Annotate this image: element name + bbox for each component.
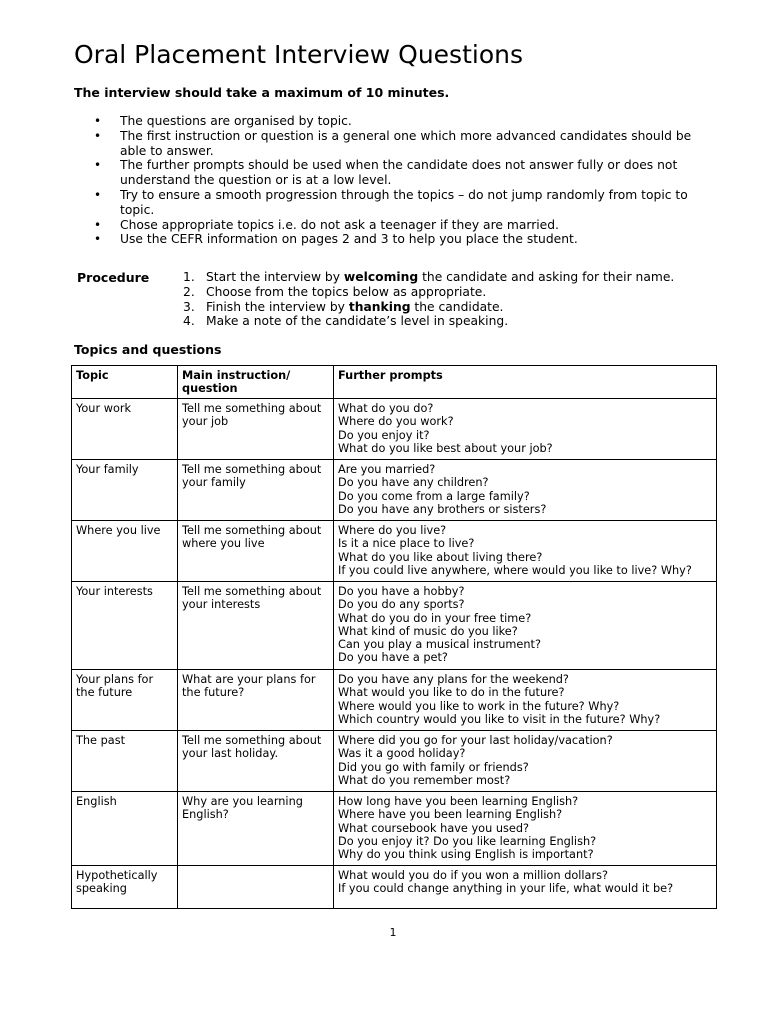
procedure-step xyxy=(183,285,723,300)
prompt-line: Where do you work? xyxy=(338,415,454,429)
page-title: Oral Placement Interview Questions xyxy=(74,40,523,69)
prompt-line: Do you come from a large family? xyxy=(338,489,530,503)
main-question-cell xyxy=(178,866,334,909)
main-question-cell: Tell me something about where you live xyxy=(178,521,334,582)
prompt-line: If you could live anywhere, where would you like to live? Why? xyxy=(338,563,692,577)
prompt-line: Do you have a pet? xyxy=(338,651,448,665)
step-text: Choose from the topics below as appropriate. xyxy=(206,284,487,299)
prompt-line: Do you have any children? xyxy=(338,476,489,490)
further-prompts-cell xyxy=(334,460,717,521)
table-row xyxy=(72,731,717,792)
instruction-item: • The questions are organised by topic. xyxy=(74,114,714,129)
procedure-label: Procedure xyxy=(77,270,150,285)
step-text: Make a note of the candidate’s level in speaking. xyxy=(206,314,509,329)
procedure-step xyxy=(183,300,723,315)
main-question-cell: Tell me something about your interests xyxy=(178,582,334,670)
step-number: 3. xyxy=(183,299,195,314)
column-header-further-prompts: Further prompts xyxy=(334,366,717,399)
duration-note: The interview should take a maximum of 10 minutes. xyxy=(74,85,450,100)
prompt-line: Which country would you like to visit in the future? Why? xyxy=(338,712,661,726)
prompt-line: Do you enjoy it? Do you like learning English? xyxy=(338,834,597,848)
prompt-line: If you could change anything in your life, what would it be? xyxy=(338,882,674,896)
table-row xyxy=(72,792,717,866)
prompt-line: What coursebook have you used? xyxy=(338,821,529,835)
further-prompts-cell xyxy=(334,521,717,582)
topics-heading: Topics and questions xyxy=(74,342,222,357)
topic-cell: Your family xyxy=(72,460,178,521)
further-prompts-cell xyxy=(334,670,717,731)
topic-cell: The past xyxy=(72,731,178,792)
column-header-main-question: Main instruction/ question xyxy=(178,366,334,399)
topic-cell: Your interests xyxy=(72,582,178,670)
prompt-line: Do you enjoy it? xyxy=(338,428,430,442)
table-row xyxy=(72,521,717,582)
step-number: 1. xyxy=(183,270,195,284)
topic-cell: Where you live xyxy=(72,521,178,582)
prompt-line: Do you have any plans for the weekend? xyxy=(338,673,569,686)
topic-cell: Your work xyxy=(72,399,178,460)
prompt-line: What would you do if you won a million dollars? xyxy=(338,869,609,882)
step-text: Finish the interview by thanking the candidate. xyxy=(206,299,504,314)
table-row xyxy=(72,399,717,460)
prompt-line: Where did you go for your last holiday/vacation? xyxy=(338,734,613,747)
prompt-line: Can you play a musical instrument? xyxy=(338,638,541,652)
prompt-line: Where would you like to work in the future? Why? xyxy=(338,699,620,713)
main-question-cell: Tell me something about your family xyxy=(178,460,334,521)
further-prompts-cell xyxy=(334,792,717,866)
prompt-line: What do you like about living there? xyxy=(338,550,543,564)
prompt-line: What do you like best about your job? xyxy=(338,441,553,455)
table-row xyxy=(72,460,717,521)
prompt-line: What do you do? xyxy=(338,402,434,415)
instructions-list xyxy=(74,114,714,247)
further-prompts-cell xyxy=(334,582,717,670)
table-row xyxy=(72,670,717,731)
prompt-line: How long have you been learning English? xyxy=(338,795,579,808)
instruction-item: • The further prompts should be used when the candidate does not answer fully or does not understand the question or is at a low level. xyxy=(74,158,714,188)
instruction-item: • Use the CEFR information on pages 2 and 3 to help you place the student. xyxy=(74,232,714,247)
prompt-line: Where do you live? xyxy=(338,524,447,537)
prompt-line: Was it a good holiday? xyxy=(338,747,466,761)
prompt-line: Why do you think using English is important? xyxy=(338,848,594,862)
topics-table-body xyxy=(72,399,717,909)
page-number: 1 xyxy=(389,926,397,939)
step-text: Start the interview by welcoming the candidate and asking for their name. xyxy=(206,270,675,284)
prompt-line: What do you do in your free time? xyxy=(338,611,532,625)
prompt-line: Did you go with family or friends? xyxy=(338,760,529,774)
step-number: 4. xyxy=(183,314,195,329)
main-question-cell: What are your plans for the future? xyxy=(178,670,334,731)
prompt-line: Is it a nice place to live? xyxy=(338,537,475,551)
instruction-item: • Try to ensure a smooth progression through the topics – do not jump randomly from topic to topic. xyxy=(74,188,714,218)
prompt-line: What would you like to do in the future? xyxy=(338,686,565,700)
instruction-item: • Chose appropriate topics i.e. do not ask a teenager if they are married. xyxy=(74,218,714,233)
table-row xyxy=(72,582,717,670)
table-row xyxy=(72,866,717,909)
prompt-line: Do you have any brothers or sisters? xyxy=(338,502,547,516)
prompt-line: Do you have a hobby? xyxy=(338,585,465,598)
topic-cell: Your plans for the future xyxy=(72,670,178,731)
prompt-line: What do you remember most? xyxy=(338,773,511,787)
further-prompts-cell xyxy=(334,399,717,460)
prompt-line: Do you do any sports? xyxy=(338,598,465,612)
further-prompts-cell xyxy=(334,731,717,792)
procedure-steps xyxy=(183,270,723,329)
prompt-line: Are you married? xyxy=(338,463,436,476)
table-header-row xyxy=(72,366,717,399)
main-question-cell: Tell me something about your last holiday. xyxy=(178,731,334,792)
instruction-item: • The first instruction or question is a general one which more advanced candidates should be able to answer. xyxy=(74,129,714,159)
prompt-line: Where have you been learning English? xyxy=(338,808,563,822)
further-prompts-cell xyxy=(334,866,717,909)
topics-table xyxy=(71,365,717,909)
main-question-cell: Why are you learning English? xyxy=(178,792,334,866)
step-number: 2. xyxy=(183,284,195,299)
topic-cell: English xyxy=(72,792,178,866)
prompt-line: What kind of music do you like? xyxy=(338,624,518,638)
procedure-step xyxy=(183,270,723,285)
topic-cell: Hypothetically speaking xyxy=(72,866,178,909)
procedure-step xyxy=(183,314,723,329)
column-header-topic: Topic xyxy=(72,366,178,399)
main-question-cell: Tell me something about your job xyxy=(178,399,334,460)
